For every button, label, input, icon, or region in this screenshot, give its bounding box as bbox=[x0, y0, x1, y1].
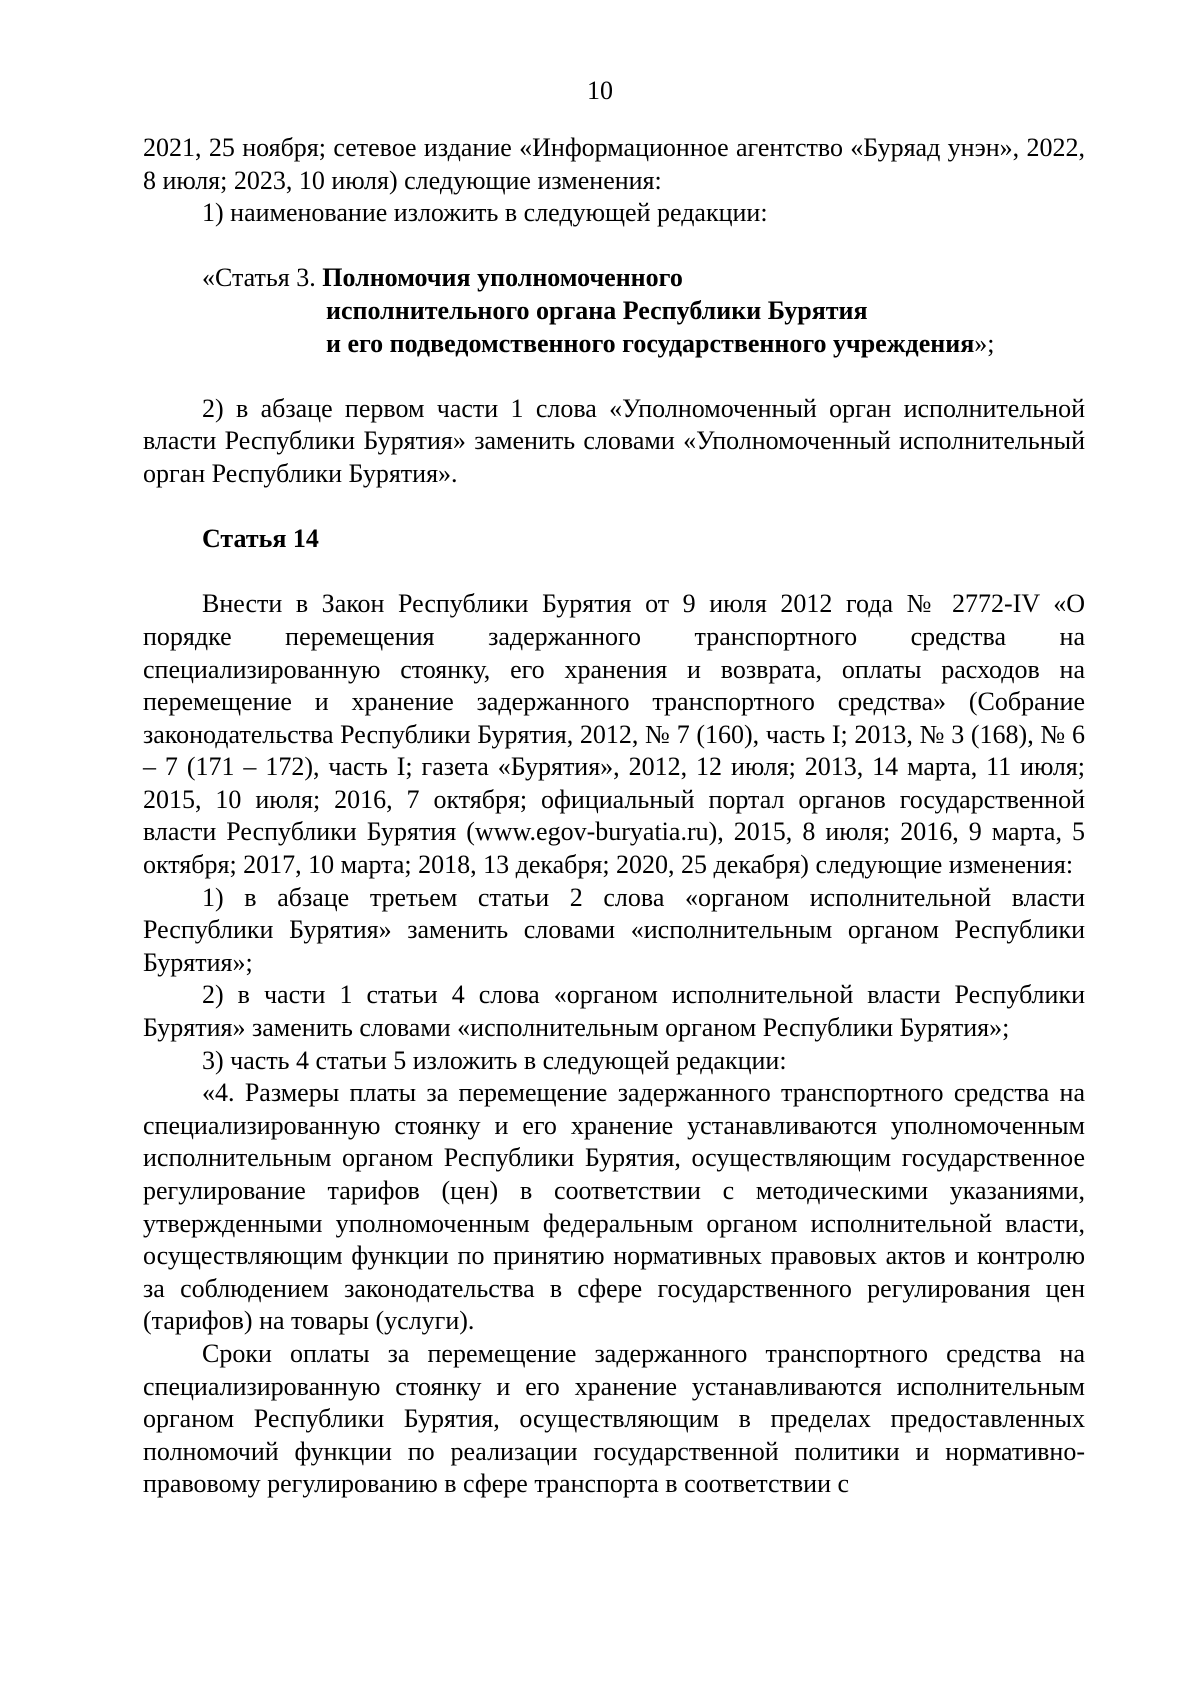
quoted-paragraph-1: «4. Размеры платы за перемещение задержанного транспортного средства на специализированную стоянку и его хранение устанавливаются уполномоченным исполнительным органом Республики Бурятия, осуществляющим государственное регулирование тарифов (цен) в соответствии с методическими указаниями, утвержденными уполномоченным федеральным органом исполнительной власти, осуществляющим функции по принятию нормативных правовых актов и контролю за соблюдением законодательства в сфере государственного регулирования цен (тарифов) на товары (услуги). bbox=[143, 1078, 1085, 1336]
heading-line-3 bbox=[202, 328, 1085, 361]
document-body bbox=[143, 132, 1085, 1501]
article-14-item-2: 2) в части 1 статьи 4 слова «органом исполнительной власти Республики Бурятия» заменить словами «исполнительным органом Республики Бурятия»; bbox=[143, 980, 1085, 1043]
heading-title-line-1: Полномочия уполномоченного bbox=[322, 263, 683, 293]
page-number: 10 bbox=[587, 76, 613, 105]
article-14-item-3: 3) часть 4 статьи 5 изложить в следующей редакции: bbox=[202, 1045, 787, 1075]
heading-title-line-3: и его подведомственного государственного учреждения bbox=[326, 328, 975, 358]
article-3-heading bbox=[202, 262, 1085, 360]
heading-suffix: »; bbox=[974, 328, 995, 358]
heading-line-1 bbox=[202, 262, 1085, 295]
article-14-item-1: 1) в абзаце третьем статьи 2 слова «органом исполнительной власти Республики Бурятия» заменить словами «исполнительным органом Республики Бурятия»; bbox=[143, 882, 1085, 977]
heading-title-line-2: исполнительного органа Республики Бурятия bbox=[326, 295, 868, 325]
quoted-paragraph-2: Сроки оплаты за перемещение задержанного транспортного средства на специализированную стоянку и его хранение устанавливаются исполнительным органом Республики Бурятия, осуществляющим в пределах предоставленных полномочий функции по реализации государственной политики и нормативно-правовому регулированию в сфере транспорта в соответствии с bbox=[143, 1338, 1085, 1499]
amendment-item-1: 1) наименование изложить в следующей редакции: bbox=[202, 198, 768, 228]
amendment-item-2: 2) в абзаце первом части 1 слова «Уполномоченный орган исполнительной власти Республики Бурятия» заменить словами «Уполномоченный исполнительный орган Республики Бурятия». bbox=[143, 393, 1085, 488]
article-14-intro: Внести в Закон Республики Бурятия от 9 июля 2012 года № 2772-IV «О порядке перемещения задержанного транспортного средства на специализированную стоянку, его хранения и возврата, оплаты расходов на перемещение и хранение задержанного транспортного средства» (Собрание законодательства Республики Бурятия, 2012, № 7 (160), часть I; 2013, № 3 (168), № 6 – 7 (171 – 172), часть I; газета «Бурятия», 2012, 12 июля; 2013, 14 марта, 11 июля; 2015, 10 июля; 2016, 7 октября; официальный портал органов государственной власти Республики Бурятия (www.egov-buryatia.ru), 2015, 8 июля; 2016, 9 марта, 5 октября; 2017, 10 марта; 2018, 13 декабря; 2020, 25 декабря) следующие изменения: bbox=[143, 589, 1085, 880]
article-14-title: Статья 14 bbox=[202, 524, 319, 554]
heading-prefix: «Статья 3. bbox=[202, 263, 316, 293]
intro-paragraph: 2021, 25 ноября; сетевое издание «Информационное агентство «Буряад унэн», 2022, 8 июля; 2023, 10 июля) следующие изменения: bbox=[143, 133, 1085, 195]
